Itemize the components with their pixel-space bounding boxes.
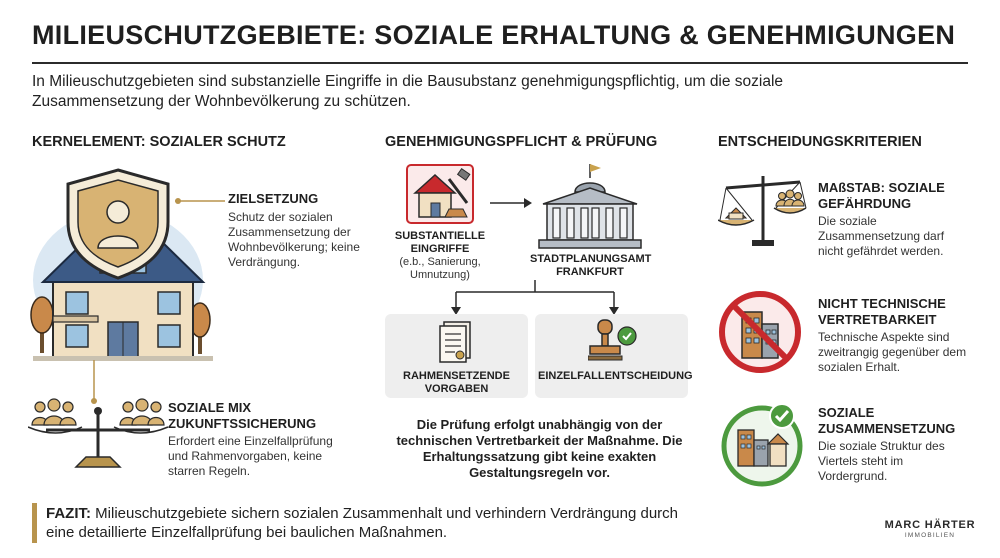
card-case-decision-label: EINZELFALLENTSCHEIDUNG [538, 370, 693, 382]
middle-column-heading: GENEHMIGUNGSPFLICHT & PRÜFUNG [385, 134, 658, 150]
arrow-right-icon [490, 196, 532, 210]
intro-text: In Milieuschutzgebieten sind substanzielle Eingriffe in die Bausubstanz genehmigungspflichtig, um die soziale Zusammensetzung der Wohnbevölkerung zu schützen. [32, 73, 784, 110]
fazit-accent-bar [32, 503, 37, 543]
brand-logo-sub: IMMOBILIEN [904, 532, 956, 539]
card-framework-rules-label: RAHMENSETZENDE VORGABEN [403, 370, 510, 395]
authority-label: STADTPLANUNGSAMT FRANKFURT [530, 253, 652, 278]
brand-logo-name: MARC HÄRTER [884, 519, 976, 531]
renovation-house-icon [405, 163, 475, 225]
no-technical-icon [718, 290, 802, 374]
goal-title: ZIELSETZUNG [228, 191, 319, 206]
fazit-body: Milieuschutzgebiete sichern sozialen Zusammenhalt und verhindern Verdrängung durch eine detaillierte Einzelfallprüfung bei baulichen Maßnahmen. [46, 505, 679, 541]
justice-scale-icon [718, 170, 808, 250]
title-divider [32, 62, 968, 64]
social-composition-check-icon [718, 400, 806, 488]
criterion-3-text: Die soziale Struktur des Viertels steht im Vordergrund. [818, 439, 945, 483]
criterion-1-title: MAßSTAB: SOZIALE GEFÄHRDUNG [818, 180, 945, 211]
mix-text: Erfordert eine Einzelfallprüfung und Rahmenvorgaben, keine starren Regeln. [168, 434, 333, 478]
right-column-heading: ENTSCHEIDUNGSKRITERIEN [718, 134, 922, 150]
goal-connector [175, 195, 225, 207]
criterion-2-text: Technische Aspekte sind zweitrangig gegenüber dem sozialen Erhalt. [818, 330, 967, 374]
criterion-1-text: Die soziale Zusammensetzung darf nicht gefährdet werden. [818, 214, 945, 258]
fazit-label: FAZIT: [46, 505, 91, 522]
branch-connector [450, 280, 620, 316]
house-shield-illustration [28, 160, 218, 375]
interventions-title: SUBSTANTIELLE EINGRIFFE [394, 230, 486, 255]
balance-people-icon [28, 395, 168, 480]
page-title: MILIEUSCHUTZGEBIETE: SOZIALE ERHALTUNG & GENEHMIGUNGEN [32, 20, 956, 50]
criterion-2-title: NICHT TECHNISCHE VERTRETBARKEIT [818, 296, 946, 327]
document-icon [438, 320, 474, 364]
mix-title-1: SOZIALE MIX [168, 400, 252, 415]
left-column-heading: KERNELEMENT: SOZIALER SCHUTZ [32, 134, 286, 150]
criterion-3-title: SOZIALE ZUSAMMENSETZUNG [818, 405, 956, 436]
goal-text: Schutz der sozialen Zusammensetzung der Wohnbevölkerung; keine Verdrängung. [228, 210, 360, 269]
mix-title-2: ZUKUNFTSSICHERUNG [168, 416, 317, 431]
middle-note: Die Prüfung erfolgt unabhängig von der technischen Vertretbarkeit der Maßnahme. Die Erhaltungssatzung gibt keine exakten Gestaltungsregeln vor. [396, 417, 683, 480]
interventions-text: (e.b., Sanierung, Umnutzung) [399, 256, 481, 281]
stamp-approved-icon [588, 318, 638, 364]
fazit-text [46, 504, 706, 542]
city-hall-icon [535, 162, 645, 250]
